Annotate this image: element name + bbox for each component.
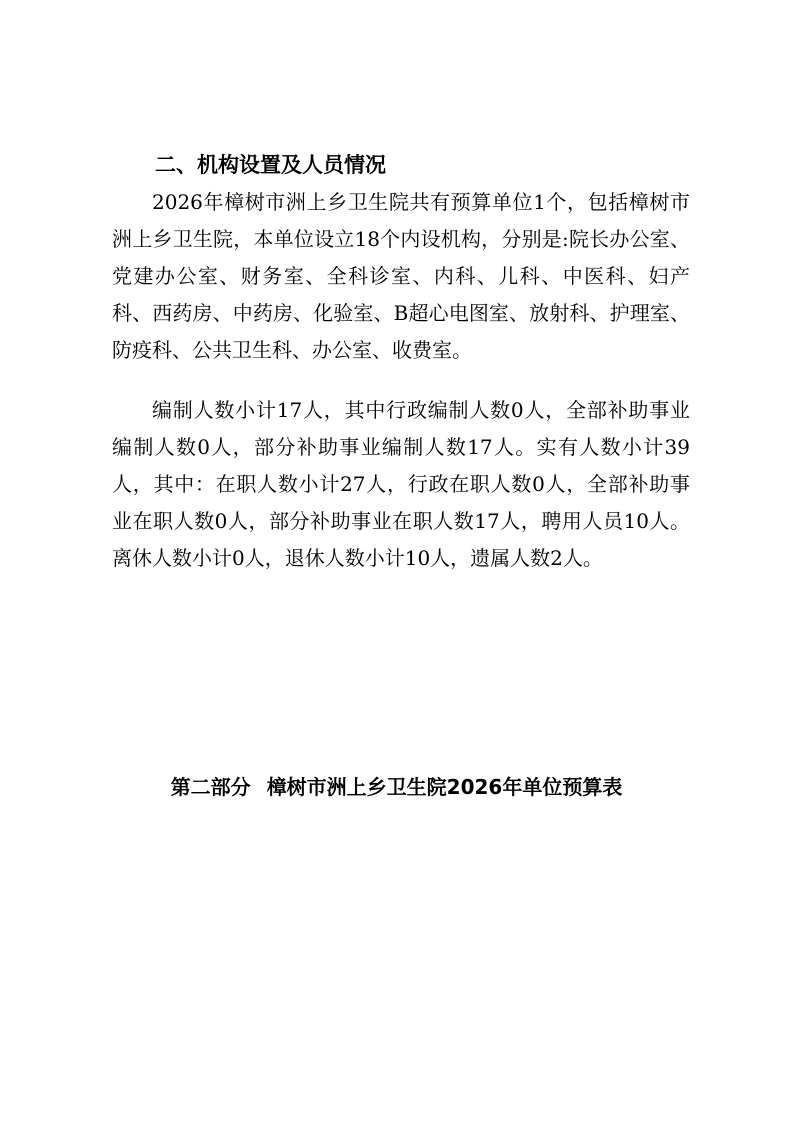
part-label: 第二部分 — [170, 775, 251, 799]
org-paragraph-block — [112, 184, 690, 369]
section-heading: 二、机构设置及人员情况 — [155, 153, 386, 177]
part-title-text: 樟树市洲上乡卫生院2026年单位预算表 — [266, 775, 623, 799]
part-title — [0, 770, 793, 804]
org-structure-paragraph: 2026年樟树市洲上乡卫生院共有预算单位1个，包括樟树市洲上乡卫生院，本单位设立18个内设机构，分别是:院长办公室、党建办公室、财务室、全科诊室、内科、儿科、中医科、妇产科、西药房、中药房、化验室、B超心电图室、放射科、护理室、防疫科、公共卫生科、办公室、收费室。 — [112, 190, 690, 362]
staffing-paragraph: 编制人数小计17人，其中行政编制人数0人，全部补助事业编制人数0人，部分补助事业编制人数17人。实有人数小计39人，其中：在职人数小计27人，行政在职人数0人，全部补助事业在职人数0人，部分补助事业在职人数17人，聘用人员10人。离休人数小计0人，退休人数小计10人，遗属人数2人。 — [112, 398, 690, 570]
staff-paragraph-block — [112, 392, 690, 577]
